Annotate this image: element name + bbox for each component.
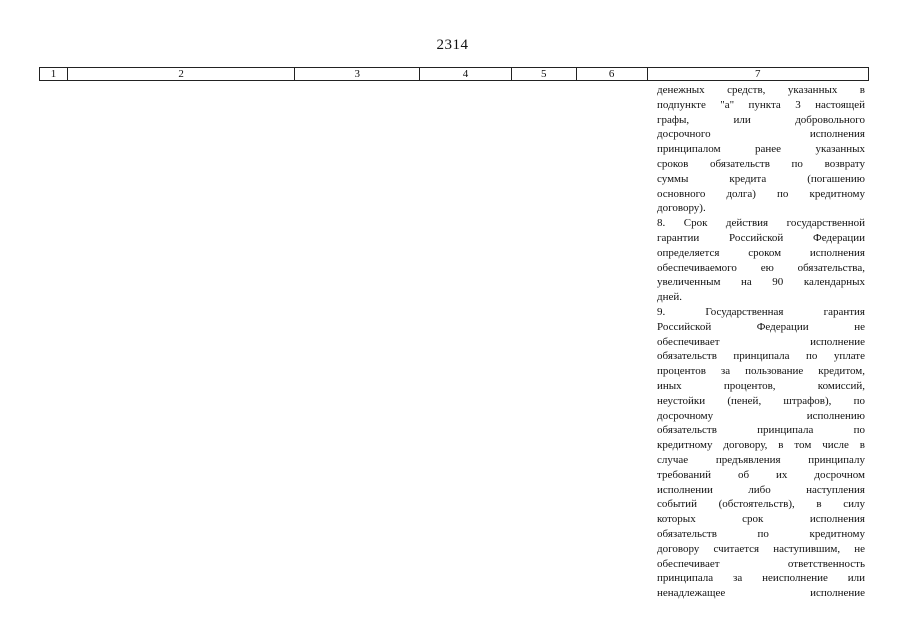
text-line: досрочного исполнения bbox=[657, 128, 865, 141]
text-line: обязательств по кредитному bbox=[657, 527, 865, 540]
column-header-2: 2 bbox=[68, 68, 295, 80]
text-line: договору считается наступившим, не bbox=[657, 542, 865, 555]
text-line: обеспечиваемого ею обязательства, bbox=[657, 261, 865, 274]
text-line: принципала за неисполнение или bbox=[657, 572, 865, 585]
text-line: событий (обстоятельств), в силу bbox=[657, 498, 865, 511]
text-line: определяется сроком исполнения bbox=[657, 246, 865, 259]
column-header-row bbox=[39, 67, 869, 81]
column-header-7: 7 bbox=[755, 68, 761, 80]
text-line: договору). bbox=[657, 202, 706, 215]
text-line: обязательств принципала по bbox=[657, 424, 865, 437]
text-line: сроков обязательств по возврату bbox=[657, 157, 865, 170]
text-line: дней. bbox=[657, 291, 683, 304]
text-line: обязательств принципала по уплате bbox=[657, 350, 865, 363]
text-line: 8. Срок действия государственной bbox=[657, 217, 865, 230]
text-line: гарантии Российской Федерации bbox=[657, 231, 865, 244]
text-line: процентов за пользование кредитом, bbox=[657, 365, 865, 378]
text-line: ненадлежащее исполнение bbox=[657, 587, 865, 600]
column-7-text bbox=[657, 83, 865, 601]
text-line: требований об их досрочном bbox=[657, 468, 865, 481]
page-number: 2314 bbox=[436, 37, 469, 53]
column-header-6: 6 bbox=[577, 68, 648, 80]
text-line: увеличенным на 90 календарных bbox=[657, 276, 865, 289]
text-line: суммы кредита (погашению bbox=[657, 172, 865, 185]
text-line: которых срок исполнения bbox=[657, 513, 865, 526]
text-line: неустойки (пеней, штрафов), по bbox=[657, 394, 865, 407]
text-line: досрочному исполнению bbox=[657, 409, 865, 422]
text-line: графы, или добровольного bbox=[657, 113, 865, 126]
text-line: основного долга) по кредитному bbox=[657, 187, 865, 200]
text-line: принципалом ранее указанных bbox=[657, 143, 865, 156]
column-header-5: 5 bbox=[512, 68, 577, 80]
text-line: обеспечивает исполнение bbox=[657, 335, 865, 348]
text-line: случае предъявления принципалу bbox=[657, 453, 865, 466]
text-line: 9. Государственная гарантия bbox=[657, 305, 865, 318]
column-header-4: 4 bbox=[420, 68, 512, 80]
text-line: иных процентов, комиссий, bbox=[657, 379, 865, 392]
text-line: кредитному договору, в том числе в bbox=[657, 439, 865, 452]
text-line: денежных средств, указанных в bbox=[657, 84, 865, 96]
column-header-3: 3 bbox=[295, 68, 420, 80]
text-line: Российской Федерации не bbox=[657, 320, 865, 333]
text-line: исполнении либо наступления bbox=[657, 483, 865, 496]
column-header-1: 1 bbox=[40, 68, 68, 80]
text-line: обеспечивает ответственность bbox=[657, 557, 865, 570]
text-line: подпункте "а" пункта 3 настоящей bbox=[657, 98, 865, 111]
